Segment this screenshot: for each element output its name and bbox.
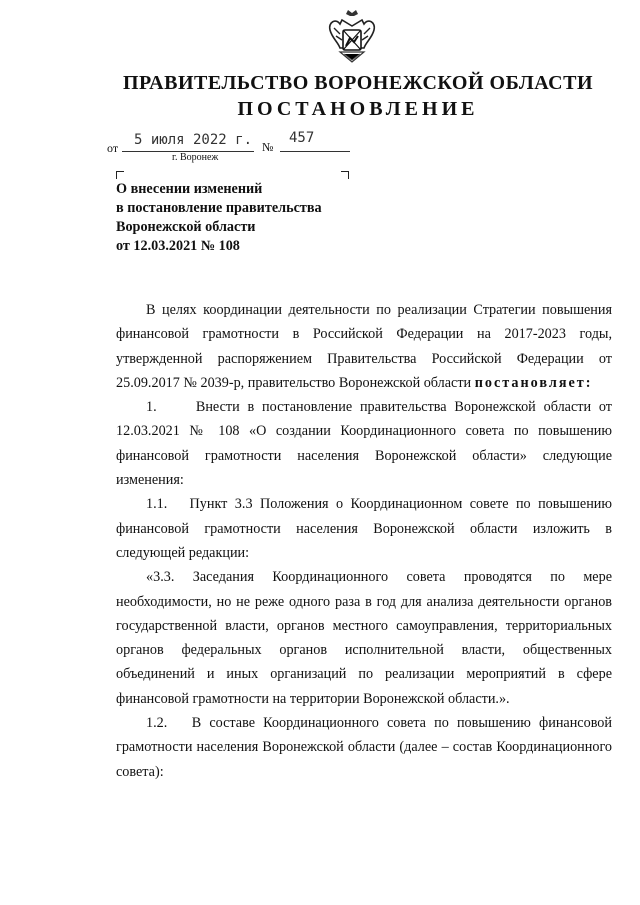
date-prefix: от bbox=[107, 141, 119, 155]
subject-line: Воронежской области bbox=[116, 219, 256, 235]
document-subject bbox=[116, 180, 322, 256]
preamble-paragraph bbox=[116, 298, 612, 395]
number-value: 457 bbox=[289, 130, 315, 146]
clause-1: 1. Внести в постановление правительства Воронежской области от 12.03.2021 № 108 «О создании Координационного совета по повышению финансовой грамотности населения Воронежской области» следующие изменения: bbox=[116, 399, 612, 489]
document-body bbox=[116, 298, 612, 784]
document-type: ПОСТАНОВЛЕНИЕ bbox=[237, 98, 479, 120]
clause-1-1: 1.1. Пункт 3.3 Положения о Координационном совете по повышению финансовой грамотности населения Воронежской области изложить в следующей редакции: bbox=[116, 496, 612, 561]
number-prefix: № bbox=[262, 140, 274, 154]
subject-line: от 12.03.2021 № 108 bbox=[116, 238, 240, 254]
resolves-word: постановляет: bbox=[474, 374, 593, 391]
date-value: 5 июля 2022 г. bbox=[134, 132, 253, 148]
subject-line: О внесении изменений bbox=[116, 181, 263, 197]
preamble-text: В целях координации деятельности по реализации Стратегии повышения финансовой грамотности в Российской Федерации на 2017-2023 годы, утвержденной распоряжением Правительства Российской Федерации от 25.09.2017 № 2039-р, правительство Воронежской области bbox=[116, 302, 612, 391]
clause-3-3-quote: «3.3. Заседания Координационного совета проводятся по мере необходимости, но не реже одного раза в год для анализа деятельности органов государственной власти, органов местного самоуправления, территориальных органов федеральных органов исполнительной власти, общественных объединений и иных организаций по реализации мероприятий в сфере финансовой грамотности на территории Воронежской области.». bbox=[116, 569, 612, 707]
clause-1-2: 1.2. В составе Координационного совета по повышению финансовой грамотности населения Воронежской области (далее – состав Координационного совета): bbox=[116, 715, 612, 780]
number-underline bbox=[280, 151, 350, 152]
corner-mark-left bbox=[116, 171, 124, 179]
subject-line: в постановление правительства bbox=[116, 200, 322, 216]
corner-mark-right bbox=[341, 171, 349, 179]
city-label: г. Воронеж bbox=[172, 152, 219, 163]
coat-of-arms-icon bbox=[326, 8, 378, 66]
government-title: ПРАВИТЕЛЬСТВО ВОРОНЕЖСКОЙ ОБЛАСТИ bbox=[122, 72, 594, 94]
